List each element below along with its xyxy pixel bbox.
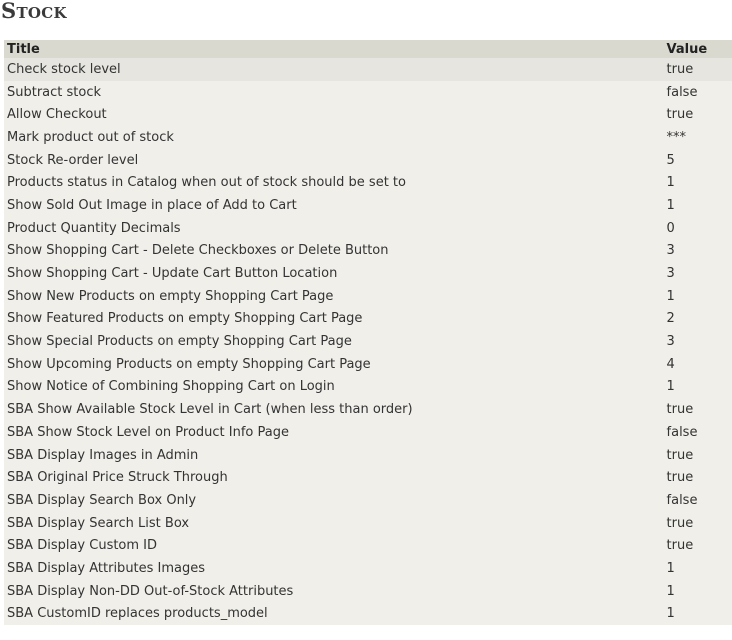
table-row[interactable] xyxy=(4,240,732,263)
setting-title-cell: SBA Display Custom ID xyxy=(7,538,158,554)
setting-title-cell: Show Special Products on empty Shopping Cart Page xyxy=(7,334,352,350)
setting-value-cell: 5 xyxy=(666,152,675,168)
table-row[interactable] xyxy=(4,262,732,285)
table-row[interactable] xyxy=(4,217,732,240)
setting-title-cell: Stock Re-order level xyxy=(7,152,139,168)
setting-value-cell: 1 xyxy=(666,288,675,304)
table-row[interactable] xyxy=(4,103,732,126)
setting-title-cell: Show New Products on empty Shopping Cart Page xyxy=(7,288,334,304)
table-header-row xyxy=(4,40,732,58)
setting-title-cell: SBA Show Stock Level on Product Info Page xyxy=(7,424,289,440)
setting-value-cell: true xyxy=(666,538,694,554)
table-row[interactable] xyxy=(4,421,732,444)
table-row[interactable] xyxy=(4,489,732,512)
setting-title-cell: Show Shopping Cart - Delete Checkboxes or Delete Button xyxy=(7,243,389,259)
setting-title-cell: Mark product out of stock xyxy=(7,129,174,145)
setting-value-cell: 0 xyxy=(666,220,675,236)
setting-value-cell: 1 xyxy=(666,583,675,599)
table-row[interactable] xyxy=(4,534,732,557)
setting-value-cell: *** xyxy=(666,129,687,145)
setting-value-cell: 1 xyxy=(666,175,675,191)
setting-value-cell: 1 xyxy=(666,197,675,213)
table-row[interactable] xyxy=(4,398,732,421)
column-header-value: Value xyxy=(666,41,708,57)
table-row[interactable] xyxy=(4,330,732,353)
setting-title-cell: SBA Display Non-DD Out-of-Stock Attributes xyxy=(7,583,294,599)
setting-title-cell: Show Featured Products on empty Shopping Cart Page xyxy=(7,311,363,327)
setting-value-cell: 3 xyxy=(666,266,675,282)
table-row[interactable] xyxy=(4,285,732,308)
table-row[interactable] xyxy=(4,308,732,331)
page-title: Stock xyxy=(1,0,67,23)
column-header-title: Title xyxy=(7,41,40,57)
setting-value-cell: true xyxy=(666,470,694,486)
configuration-table xyxy=(4,40,732,625)
setting-value-cell: false xyxy=(666,424,698,440)
setting-value-cell: 3 xyxy=(666,334,675,350)
setting-title-cell: Products status in Catalog when out of stock should be set to xyxy=(7,175,406,191)
table-row[interactable] xyxy=(4,81,732,104)
setting-value-cell: 4 xyxy=(666,356,675,372)
setting-title-cell: Show Upcoming Products on empty Shopping Cart Page xyxy=(7,356,371,372)
table-row[interactable] xyxy=(4,376,732,399)
setting-value-cell: 3 xyxy=(666,243,675,259)
table-row[interactable] xyxy=(4,353,732,376)
table-row[interactable] xyxy=(4,603,732,626)
setting-value-cell: true xyxy=(666,107,694,123)
setting-value-cell: true xyxy=(666,61,694,77)
table-row[interactable] xyxy=(4,171,732,194)
setting-value-cell: 1 xyxy=(666,606,675,622)
table-row[interactable] xyxy=(4,466,732,489)
setting-value-cell: true xyxy=(666,447,694,463)
setting-title-cell: SBA Display Search Box Only xyxy=(7,492,197,508)
setting-value-cell: 1 xyxy=(666,379,675,395)
table-row[interactable] xyxy=(4,149,732,172)
setting-title-cell: SBA Show Available Stock Level in Cart (when less than order) xyxy=(7,402,413,418)
setting-title-cell: SBA Original Price Struck Through xyxy=(7,470,228,486)
setting-value-cell: false xyxy=(666,84,698,100)
setting-value-cell: true xyxy=(666,402,694,418)
setting-title-cell: Product Quantity Decimals xyxy=(7,220,181,236)
setting-title-cell: Show Shopping Cart - Update Cart Button Location xyxy=(7,266,338,282)
setting-value-cell: false xyxy=(666,492,698,508)
setting-title-cell: Subtract stock xyxy=(7,84,102,100)
table-body xyxy=(4,58,732,625)
setting-title-cell: SBA Display Search List Box xyxy=(7,515,190,531)
table-row[interactable] xyxy=(4,512,732,535)
table-row[interactable] xyxy=(4,444,732,467)
setting-title-cell: SBA CustomID replaces products_model xyxy=(7,606,268,622)
setting-title-cell: Show Sold Out Image in place of Add to Cart xyxy=(7,197,297,213)
setting-title-cell: SBA Display Images in Admin xyxy=(7,447,199,463)
setting-value-cell: true xyxy=(666,515,694,531)
table-row[interactable] xyxy=(4,580,732,603)
setting-value-cell: 1 xyxy=(666,560,675,576)
table-row[interactable] xyxy=(4,126,732,149)
table-row[interactable] xyxy=(4,557,732,580)
setting-title-cell: SBA Display Attributes Images xyxy=(7,560,206,576)
setting-value-cell: 2 xyxy=(666,311,675,327)
setting-title-cell: Check stock level xyxy=(7,61,121,77)
table-header xyxy=(4,40,732,58)
table-row[interactable] xyxy=(4,58,732,81)
table-row[interactable] xyxy=(4,194,732,217)
setting-title-cell: Show Notice of Combining Shopping Cart on Login xyxy=(7,379,335,395)
setting-title-cell: Allow Checkout xyxy=(7,107,107,123)
